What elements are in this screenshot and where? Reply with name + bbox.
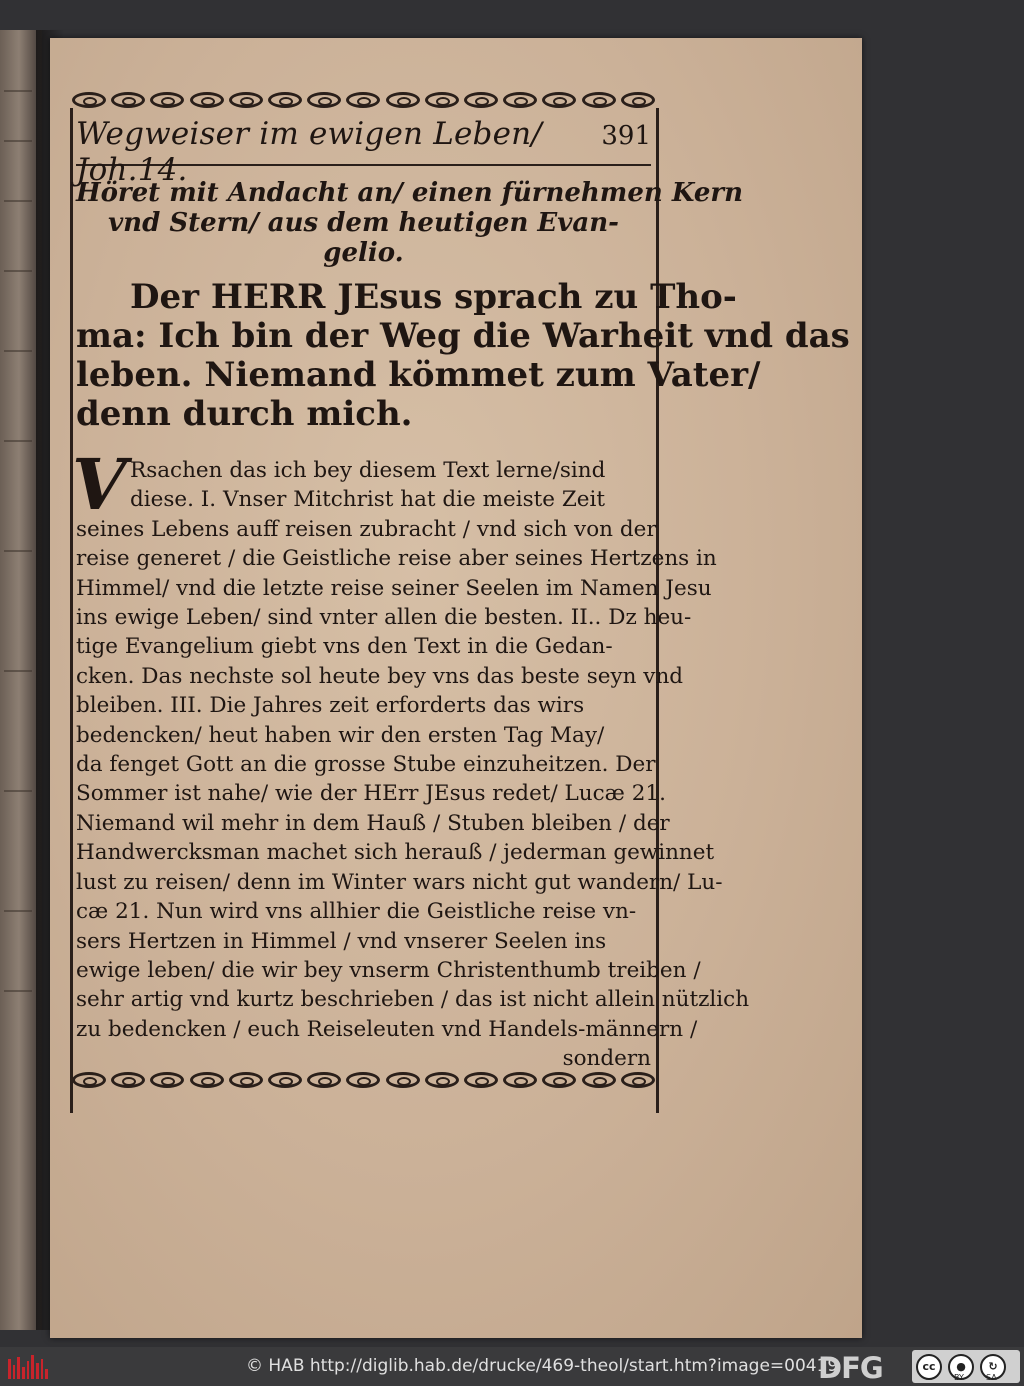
ornament-link	[346, 92, 380, 108]
page-number: 391	[601, 121, 651, 151]
ornament-link	[464, 1072, 498, 1088]
ornament-link	[268, 92, 302, 108]
drop-cap-initial: V	[72, 443, 127, 526]
ornament-link	[542, 1072, 576, 1088]
body-line: tige Evangelium giebt vns den Text in die Gedan-	[76, 634, 613, 660]
ornament-link	[190, 92, 224, 108]
body-line: diese. I. Vnser Mitchrist hat die meiste Zeit	[130, 487, 606, 513]
ornament-link	[582, 92, 616, 108]
body-line: lust zu reisen/ denn im Winter wars nicht gut wandern/ Lu-	[76, 869, 723, 895]
dfg-logo[interactable]: DFG	[818, 1351, 883, 1385]
intro-line: gelio.	[323, 238, 404, 268]
body-line: bedencken/ heut haben wir den ersten Tag May/	[76, 722, 605, 748]
catchword: sondern	[562, 1046, 651, 1072]
by-tag: BY	[954, 1373, 964, 1382]
ornament-link	[621, 1072, 655, 1088]
ornament-link	[72, 92, 106, 108]
ornament-link	[307, 92, 341, 108]
scripture-line: denn durch mich.	[76, 394, 413, 434]
body-line: bleiben. III. Die Jahres zeit erforderts das wirs	[76, 693, 585, 719]
body-line: sehr artig vnd kurtz beschrieben / das ist nicht allein nützlich	[76, 987, 750, 1013]
ornament-link	[111, 1072, 145, 1088]
scripture-quote	[76, 277, 850, 434]
ornament-link	[190, 1072, 224, 1088]
text-block	[72, 178, 850, 1073]
running-head-title: Wegweiser im ewigen Leben/ Joh.14.	[76, 116, 542, 188]
body-line: Niemand wil mehr in dem Hauß / Stuben bleiben / der	[76, 810, 670, 836]
body-line: cæ 21. Nun wird vns allhier die Geistliche reise vn-	[76, 899, 637, 925]
ornament-link	[229, 92, 263, 108]
ornament-link	[582, 1072, 616, 1088]
body-line: Himmel/ vnd die letzte reise seiner Seelen im Namen Jesu	[76, 575, 712, 601]
ornament-link	[268, 1072, 302, 1088]
ornament-link	[464, 92, 498, 108]
body-line: ins ewige Leben/ sind vnter allen die besten. II.. Dz heu-	[76, 605, 692, 631]
ornament-link	[542, 92, 576, 108]
body-line: seines Lebens auff reisen zubracht / vnd sich von der	[76, 516, 657, 542]
body-line: reise generet / die Geistliche reise aber seines Hertzens in	[76, 546, 717, 572]
ornament-link	[307, 1072, 341, 1088]
body-text	[72, 443, 750, 1044]
cc-icon: cc	[916, 1354, 942, 1380]
copyright-link[interactable]: © HAB http://diglib.hab.de/drucke/469-theol/start.htm?image=00419	[246, 1356, 839, 1376]
ornament-link	[425, 92, 459, 108]
ornament-link	[621, 92, 655, 108]
intro-line: vnd Stern/ aus dem heutigen Evan-	[108, 208, 619, 238]
sa-share-alike-icon: ↻	[980, 1354, 1006, 1380]
ornament-link	[386, 1072, 420, 1088]
body-line: Handwercksman machet sich herauß / jederman gewinnet	[76, 840, 715, 866]
body-line: ewige leben/ die wir bey vnserm Christenthumb treiben /	[76, 957, 701, 983]
ornament-link	[386, 92, 420, 108]
scripture-line: leben. Niemand kömmet zum Vater/	[76, 355, 761, 395]
body-line: zu bedencken / euch Reiseleuten vnd Handels-männern /	[76, 1016, 698, 1042]
by-person-icon: ●	[948, 1354, 974, 1380]
viewer-footer	[0, 1347, 1024, 1386]
body-line: Rsachen das ich bey diesem Text lerne/sind	[130, 458, 606, 483]
ornament-link	[346, 1072, 380, 1088]
ornament-link	[111, 92, 145, 108]
running-head	[76, 116, 651, 188]
scripture-line: ma: Ich bin der Weg die Warheit vnd das	[76, 316, 850, 356]
scripture-line: Der HERR JEsus sprach zu Tho-	[130, 277, 737, 317]
body-line: sers Hertzen in Himmel / vnd vnserer Seelen ins	[76, 928, 607, 954]
body-line: Sommer ist nahe/ wie der HErr JEsus redet/ Lucæ 21.	[76, 781, 666, 807]
sa-tag: SA	[986, 1373, 997, 1382]
ornament-link	[503, 1072, 537, 1088]
intro-line: Höret mit Andacht an/ einen fürnehmen Kern	[76, 178, 743, 208]
ornament-link	[150, 1072, 184, 1088]
intro-heading	[76, 178, 743, 268]
ornament-link	[425, 1072, 459, 1088]
hab-logo-icon[interactable]	[8, 1355, 48, 1379]
body-line: cken. Das nechste sol heute bey vns das beste seyn vnd	[76, 663, 684, 689]
ornament-link	[150, 92, 184, 108]
ornament-link	[72, 1072, 106, 1088]
book-page	[50, 38, 862, 1338]
ornament-link	[503, 92, 537, 108]
body-line: da fenget Gott an die grosse Stube einzuheitzen. Der	[76, 752, 656, 778]
ornament-link	[229, 1072, 263, 1088]
cc-license-badge[interactable]	[912, 1350, 1020, 1383]
ornament-border-bottom	[72, 1066, 655, 1094]
